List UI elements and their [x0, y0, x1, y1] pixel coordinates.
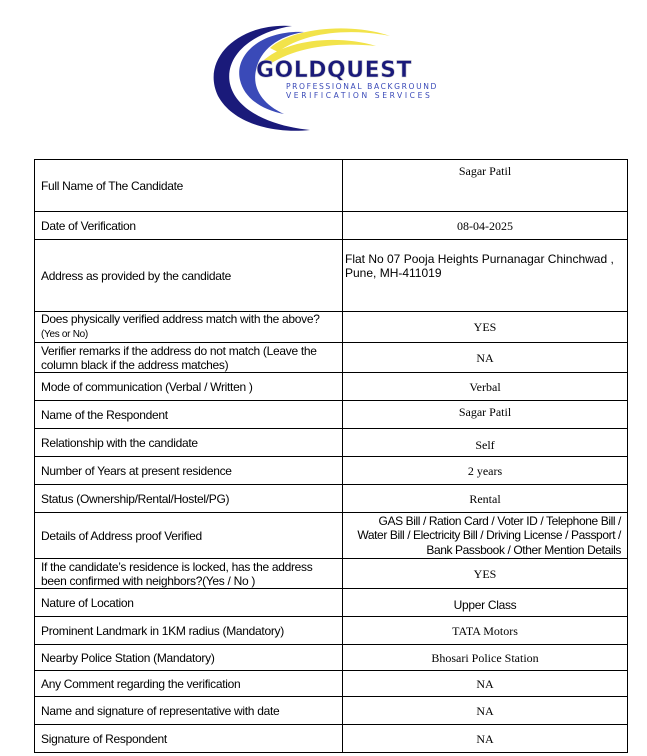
row-label: Mode of communication (Verbal / Written ): [35, 373, 343, 401]
row-value: Self: [343, 429, 628, 457]
row-value: 08-04-2025: [343, 212, 628, 240]
row-value: YES: [343, 559, 628, 589]
verification-table: [34, 159, 628, 753]
table-row: [35, 373, 628, 401]
table-row: [35, 697, 628, 725]
row-value: NA: [343, 343, 628, 373]
row-label: Prominent Landmark in 1KM radius (Mandatory): [35, 617, 343, 645]
row-label: Nearby Police Station (Mandatory): [35, 645, 343, 671]
logo-subtitle-line2: VERIFICATION SERVICES: [286, 91, 433, 100]
row-value: Sagar Patil: [343, 160, 628, 212]
row-value: YES: [343, 312, 628, 343]
row-label: Signature of Respondent: [35, 725, 343, 753]
logo-brand-text: GOLDQUEST: [256, 58, 412, 83]
row-value: Rental: [343, 485, 628, 513]
row-value: TATA Motors: [343, 617, 628, 645]
table-row: [35, 513, 628, 559]
table-row: [35, 312, 628, 343]
row-label: Date of Verification: [35, 212, 343, 240]
row-label: If the candidate’s residence is locked, has the address been confirmed with neighbors?(Yes / No ): [35, 559, 343, 589]
row-label-note: (Yes or No): [41, 329, 88, 340]
row-label: Details of Address proof Verified: [35, 513, 343, 559]
table-row: [35, 212, 628, 240]
row-label-text: Does physically verified address match with the above?: [41, 312, 320, 326]
row-value: Verbal: [343, 373, 628, 401]
table-row: [35, 645, 628, 671]
row-label: Any Comment regarding the verification: [35, 671, 343, 697]
row-label: Relationship with the candidate: [35, 429, 343, 457]
row-value: NA: [343, 697, 628, 725]
row-value: NA: [343, 671, 628, 697]
row-label: Status (Ownership/Rental/Hostel/PG): [35, 485, 343, 513]
table-row: [35, 485, 628, 513]
table-row: [35, 429, 628, 457]
row-value: Flat No 07 Pooja Heights Purnanagar Chinchwad , Pune, MH-411019: [343, 240, 628, 312]
table-row: [35, 617, 628, 645]
row-label: Nature of Location: [35, 589, 343, 617]
table-row: [35, 559, 628, 589]
row-value: GAS Bill / Ration Card / Voter ID / Telephone Bill / Water Bill / Electricity Bill / Driving License / Passport / Bank Passbook / Other Mention Details: [343, 513, 628, 559]
table-row: [35, 725, 628, 753]
row-label: Full Name of The Candidate: [35, 160, 343, 212]
table-row: [35, 160, 628, 212]
table-row: [35, 589, 628, 617]
row-value: Bhosari Police Station: [343, 645, 628, 671]
table-row: [35, 671, 628, 697]
row-label: Verifier remarks if the address do not match (Leave the column black if the address matches): [35, 343, 343, 373]
row-label: Name of the Respondent: [35, 401, 343, 429]
logo-subtitle-line1: PROFESSIONAL BACKGROUND: [286, 82, 438, 91]
row-label: [35, 312, 343, 343]
row-value: 2 years: [343, 457, 628, 485]
row-value: Upper Class: [343, 589, 628, 617]
row-label: Name and signature of representative with date: [35, 697, 343, 725]
table-row: [35, 240, 628, 312]
table-row: [35, 401, 628, 429]
row-label: Number of Years at present residence: [35, 457, 343, 485]
row-value: NA: [343, 725, 628, 753]
goldquest-logo: [200, 18, 470, 136]
table-row: [35, 343, 628, 373]
row-value: Sagar Patil: [343, 401, 628, 429]
row-label: Address as provided by the candidate: [35, 240, 343, 312]
table-row: [35, 457, 628, 485]
